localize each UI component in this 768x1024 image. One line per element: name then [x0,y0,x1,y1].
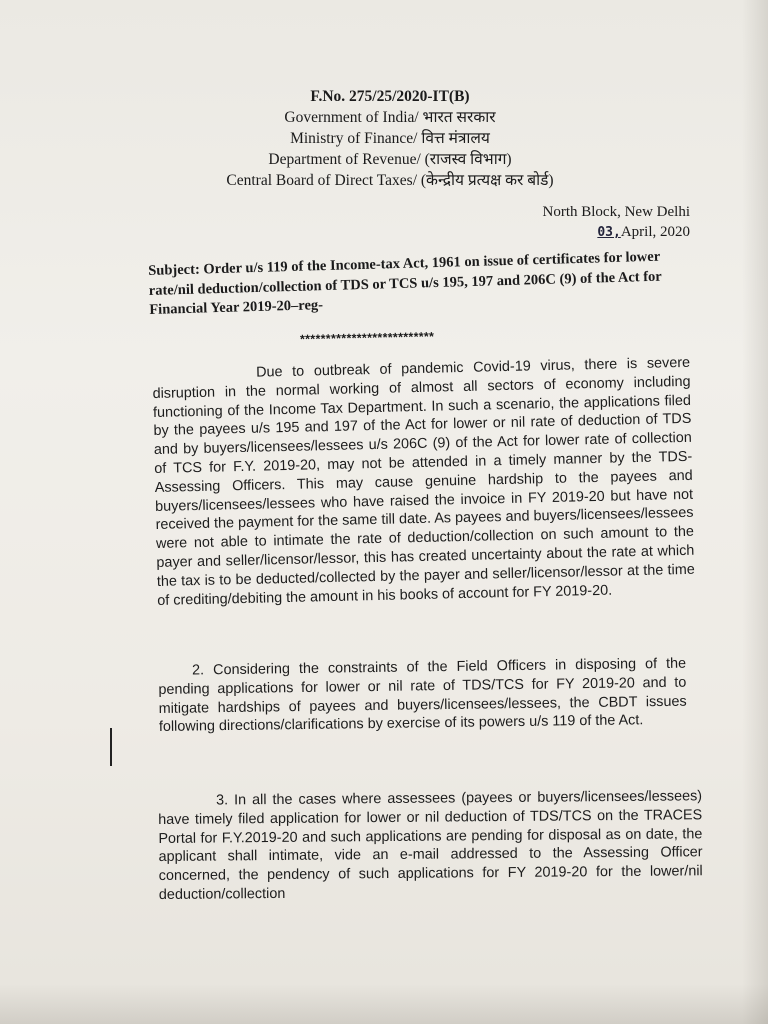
separator-stars: ************************** [299,329,435,347]
margin-mark [110,728,112,766]
government-line: Government of India/ भारत सरकार [284,109,496,126]
paragraph-1: Due to outbreak of pandemic Covid-19 virus, there is severe disruption in the normal working of almost all sectors of economy including functioning of the Income Tax Department. In such a scenario, the applications filed by the payees u/s 195 and 197 of the Act for lower or nil rate of deduction of TDS and by buyers/licensees/lessees u/s 206C (9) of the Act for lower rate of collection of TCS for F.Y. 2019-20, may not be attended in a timely manner by the TDS-Assessing Officers. This may cause genuine hardship to the payees and buyers/licensees/lessees who have raised the invoice in FY 2019-20 but have not received the payment for the same till date. As payees and buyers/licensees/lessees were not able to intimate the rate of deduction/collection on such amount to the payer and seller/licensor/lessor, this has created uncertainty about the rate at which the tax is to be deducted/collected by the payer and seller/licensor/lessor at the time of crediting/debiting the amount in his books of account for FY 2019-20. [152,354,695,609]
date-month-year: April, 2020 [620,224,690,240]
place-and-date [480,202,690,243]
subject-line: Subject: Order u/s 119 of the Income-tax Act, 1961 on issue of certificates for lower rate/nil deduction/collection of TDS or TCS u/s 195, 197 and 206C (9) of the Act for Financial Year 2019-20–reg- [148,248,662,318]
location: North Block, New Delhi [542,204,690,220]
board-line: Central Board of Direct Taxes/ (केन्द्रीय प्रत्यक्ष कर बोर्ड) [226,172,554,189]
page-shadow-bottom [0,984,768,1024]
paragraph-2: 2. Considering the constraints of the Field Officers in disposing of the pending applications for lower or nil rate of TDS/TCS for FY 2019-20 and to mitigate hardships of payees and buyers/licensees/lessees, the CBDT issues following directions/clarifications by exercise of its powers u/s 119 of the Act. [158,655,687,736]
paragraph-3: 3. In all the cases where assessees (payees or buyers/licensees/lessees) have timely filed application for lower or nil deduction of TDS/TCS on the TRACES Portal for F.Y.2019-20 and such applications are pending for disposal as on date, the applicant shall intimate, vide an e-mail addressed to the Assessing Officer concerned, the pendency of such applications for FY 2019-20 for the lower/nil deduction/collection [158,788,703,903]
department-line: Department of Revenue/ (राजस्व विभाग) [268,151,512,168]
date [480,222,690,243]
file-number: F.No. 275/25/2020-IT(B) [310,88,470,105]
ministry-line: Ministry of Finance/ वित्त मंत्रालय [290,130,490,147]
letterhead [160,86,620,191]
date-day-handwritten: 03, [597,225,621,240]
page-shadow [742,0,768,1024]
